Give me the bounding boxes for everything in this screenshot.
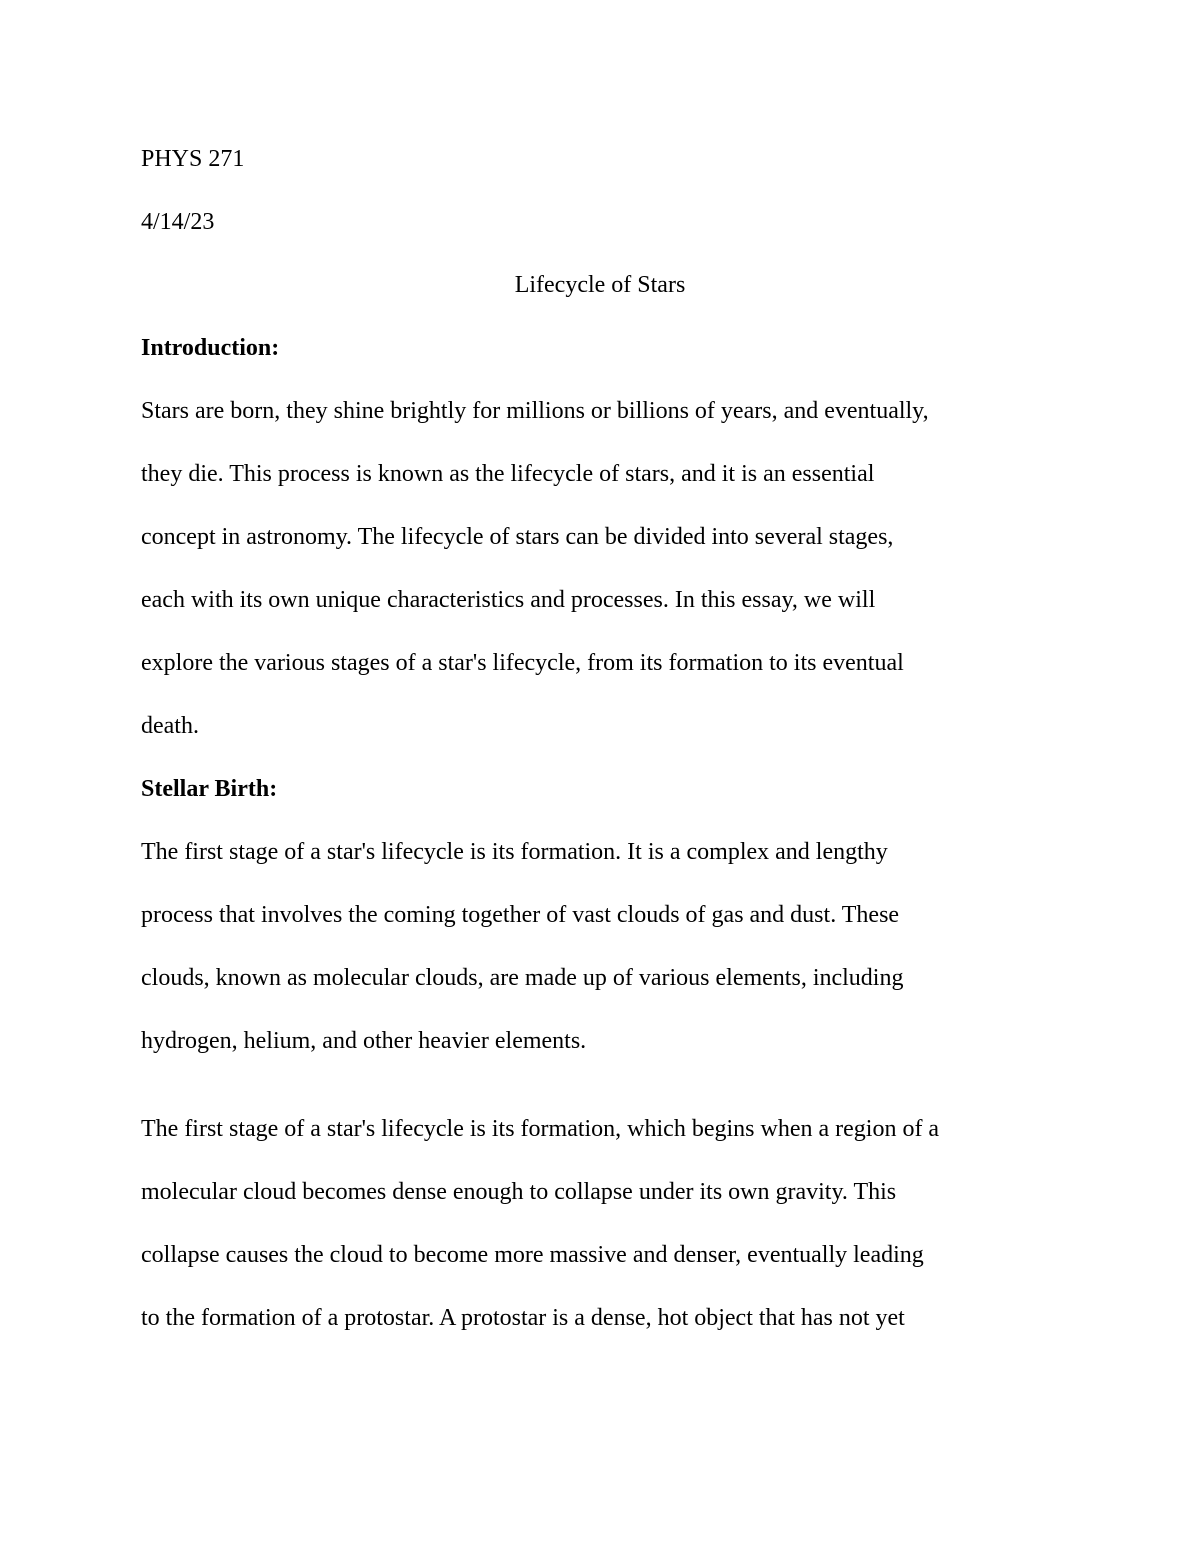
section-heading-stellar-birth: Stellar Birth: [141, 776, 278, 802]
paragraph-line: clouds, known as molecular clouds, are made up of various elements, including [141, 965, 904, 991]
paragraph-line: hydrogen, helium, and other heavier elements. [141, 1028, 587, 1054]
section-heading-introduction: Introduction: [141, 335, 280, 361]
paragraph-line: The first stage of a star's lifecycle is its formation, which begins when a region of a [141, 1116, 940, 1142]
paragraph-line: molecular cloud becomes dense enough to collapse under its own gravity. This [141, 1179, 897, 1205]
paragraph-line: collapse causes the cloud to become more massive and denser, eventually leading [141, 1242, 924, 1268]
paragraph-line: Stars are born, they shine brightly for millions or billions of years, and eventually, [141, 398, 929, 424]
paragraph-line: explore the various stages of a star's lifecycle, from its formation to its eventual [141, 650, 904, 676]
date-label: 4/14/23 [141, 209, 215, 235]
paragraph-line: death. [141, 713, 199, 739]
paragraph-line: to the formation of a protostar. A protostar is a dense, hot object that has not yet [141, 1305, 905, 1331]
paragraph-line: The first stage of a star's lifecycle is its formation. It is a complex and lengthy [141, 839, 888, 865]
paragraph-line: concept in astronomy. The lifecycle of stars can be divided into several stages, [141, 524, 894, 550]
course-label: PHYS 271 [141, 146, 245, 172]
paragraph-line: each with its own unique characteristics and processes. In this essay, we will [141, 587, 876, 613]
paragraph-line: they die. This process is known as the lifecycle of stars, and it is an essential [141, 461, 875, 487]
document-title: Lifecycle of Stars [514, 272, 686, 298]
paragraph-line: process that involves the coming together of vast clouds of gas and dust. These [141, 902, 900, 928]
